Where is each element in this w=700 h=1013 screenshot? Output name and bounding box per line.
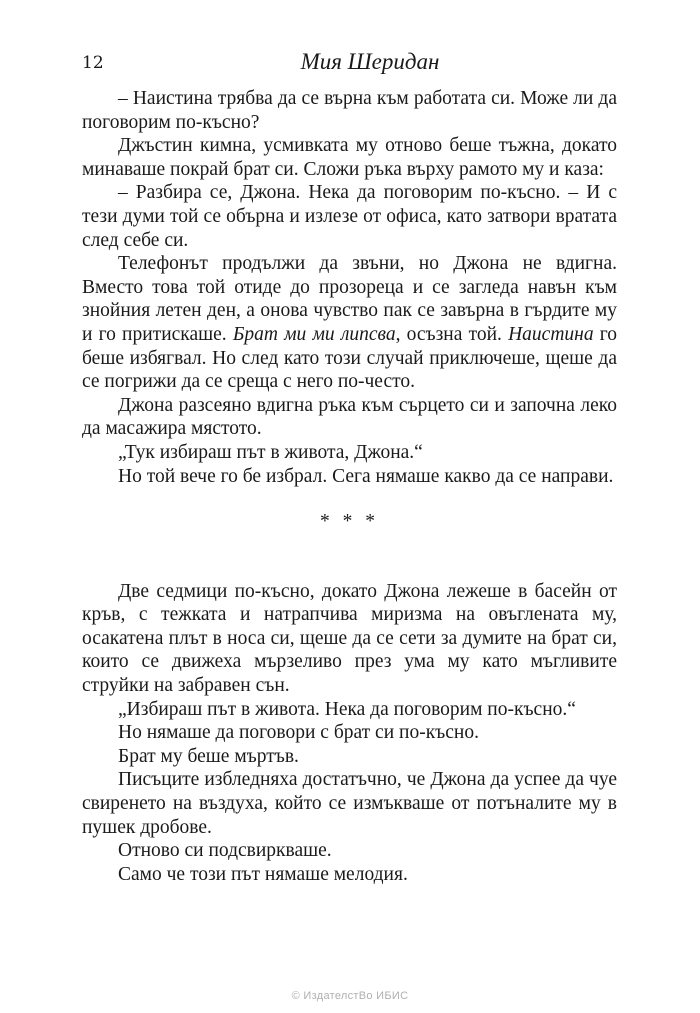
paragraph: „Тук избираш път в живота, Джона.“ <box>118 441 423 463</box>
paragraph <box>82 252 617 394</box>
paragraph: Джона разсеяно вдигна ръка към сърцето си и започна леко да масажира мястото. <box>82 394 617 440</box>
italic-text: Наистина <box>508 323 594 345</box>
text-run: го беше избягвал. Но след като този случай приключеше, щеше да се погрижи да се среща с него по-често. <box>82 323 618 393</box>
paragraph: Но нямаше да поговори с брат си по-късно. <box>118 722 479 744</box>
page-number: 12 <box>82 53 104 73</box>
copyright-footer: © ИздателстВо ИБИС <box>291 990 409 1002</box>
paragraph: Писъците избледняха достатъчно, че Джона да успее да чуе свиренето на въздуха, който се измъкваше от потъналите му в пушек дробове. <box>82 769 617 838</box>
paragraph: Джъстин кимна, усмивката му отново беше тъжна, докато минаваше покрай брат си. Сложи ръка върху рамото му и каза: <box>82 135 617 180</box>
paragraph: – Наистина трябва да се върна към работата си. Може ли да поговорим по-късно? <box>82 88 617 133</box>
italic-text: Брат ми ми липсва <box>232 323 396 345</box>
running-header-title: Мия Шеридан <box>300 49 440 74</box>
paragraph: Само че този път нямаше мелодия. <box>118 863 408 885</box>
paragraph: „Избираш път в живота. Нека да поговорим по-късно.“ <box>118 698 576 720</box>
paragraph: – Разбира се, Джона. Нека да поговорим по-късно. – И с тези думи той се обърна и излезе от офиса, като затвори вратата след себе си. <box>82 182 617 251</box>
body-text <box>82 87 617 886</box>
text-run: Телефонът продължи да звъни, но Джона не вдигна. Вместо това той отиде до прозореца и се загледа навън към знойния летен ден, а онова чувство пак се завърна в гърдите му и го притискаше. <box>82 253 617 345</box>
paragraph: Две седмици по-късно, докато Джона лежеше в басейн от кръв, с тежката и натрапчива миризма на овъглената му, осакатена плът в носа си, щеше да се сети за думите на брат си, които се движеха мързеливо през ума му като мъгливите струйки на забравен сън. <box>82 580 617 697</box>
paragraph: Брат му беше мъртъв. <box>118 745 299 767</box>
paragraph: Но той вече го бе избрал. Сега нямаше какво да се направи. <box>118 465 614 487</box>
scene-separator: * * * <box>320 511 379 533</box>
paragraph: Отново си подсвиркваше. <box>118 840 332 862</box>
text-run: , осъзна той. <box>395 323 509 345</box>
